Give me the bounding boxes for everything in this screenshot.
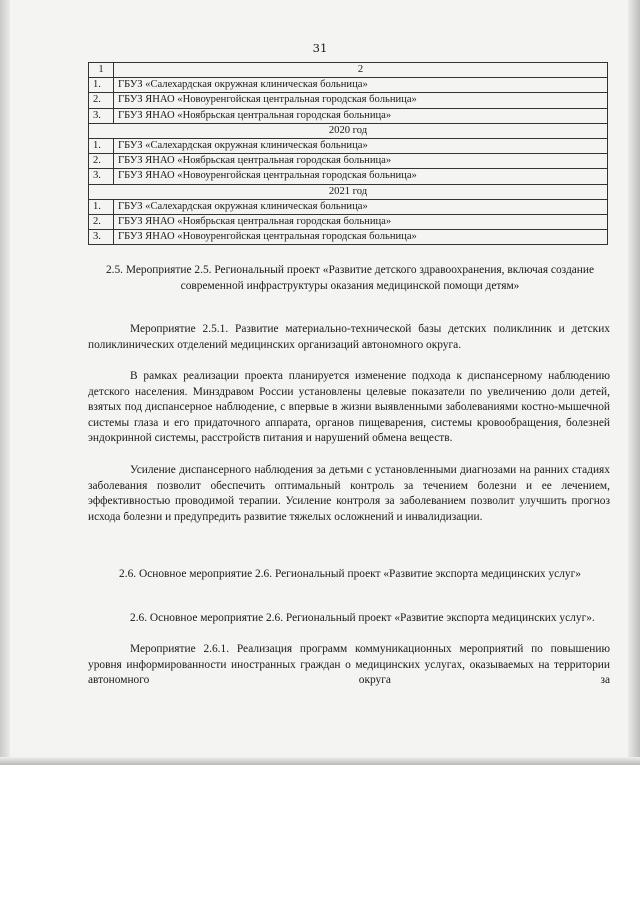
- section-2-6-paragraph-2: Мероприятие 2.6.1. Реализация программ коммуникационных мероприятий по повышению уровня информированности иностранных граждан о медицинских услугах, оказываемых на территории автономного округа за: [88, 643, 610, 687]
- year-heading-2020: 2020 год: [89, 123, 608, 138]
- row-number: 2.: [89, 215, 114, 230]
- table-row: [89, 78, 608, 93]
- row-hospital-name: ГБУЗ «Салехардская окружная клиническая больница»: [114, 78, 608, 93]
- table-row: [89, 139, 608, 154]
- year-row: [89, 184, 608, 199]
- table-row: [89, 108, 608, 123]
- page-number: 31: [312, 41, 328, 55]
- scan-edge-right: [628, 0, 640, 765]
- table-header-row: [89, 63, 608, 78]
- table-row: [89, 215, 608, 230]
- hospital-ranking-table: [88, 62, 608, 245]
- section-2-6-paragraph-1: 2.6. Основное мероприятие 2.6. Региональный проект «Развитие экспорта медицинских услуг».: [130, 612, 595, 624]
- section-2-5-paragraph-2: В рамках реализации проекта планируется изменение подхода к диспансерному наблюдению детского населения. Минздравом России установлены целевые показатели по увеличению доли детей, взятых под диспансерное наблюдение, с впервые в жизни выявленными заболеваниями костно-мышечной системы глаза и его придаточного аппарата, органов пищеварения, системы кровообращения, болезней эндокринной системы, расстройств питания и нарушений обмена веществ.: [88, 370, 610, 445]
- year-heading-2021: 2021 год: [89, 184, 608, 199]
- row-number: 1.: [89, 78, 114, 93]
- table-row: [89, 169, 608, 184]
- row-number: 3.: [89, 108, 114, 123]
- row-number: 3.: [89, 230, 114, 245]
- row-hospital-name: ГБУЗ ЯНАО «Ноябрьская центральная городская больница»: [114, 215, 608, 230]
- row-number: 2.: [89, 154, 114, 169]
- row-number: 3.: [89, 169, 114, 184]
- row-hospital-name: ГБУЗ ЯНАО «Новоуренгойская центральная городская больница»: [114, 169, 608, 184]
- table-row: [89, 199, 608, 214]
- row-number: 1.: [89, 139, 114, 154]
- header-cell-name: 2: [114, 63, 608, 78]
- year-row: [89, 123, 608, 138]
- scan-edge-bottom: [0, 757, 640, 765]
- row-hospital-name: ГБУЗ «Салехардская окружная клиническая больница»: [114, 199, 608, 214]
- table-row: [89, 230, 608, 245]
- row-hospital-name: ГБУЗ ЯНАО «Новоуренгойская центральная городская больница»: [114, 230, 608, 245]
- section-2-5-paragraph-3: Усиление диспансерного наблюдения за детьми с установленными диагнозами на ранних стадиях заболевания позволит обеспечить оптимальный контроль за течением болезни и ее лечением, эффективностью проводимой терапии. Усиление контроля за заболеванием позволит улучшить прогноз исхода болезни и предупредить развитие тяжелых осложнений и инвалидизации.: [88, 464, 610, 523]
- row-hospital-name: ГБУЗ «Салехардская окружная клиническая больница»: [114, 139, 608, 154]
- table-body: [89, 63, 608, 245]
- header-cell-number: 1: [89, 63, 114, 78]
- table-row: [89, 93, 608, 108]
- scan-edge-left: [0, 0, 10, 765]
- table-row: [89, 154, 608, 169]
- row-hospital-name: ГБУЗ ЯНАО «Ноябрьская центральная городская больница»: [114, 154, 608, 169]
- section-2-6-title: 2.6. Основное мероприятие 2.6. Региональный проект «Развитие экспорта медицинских услуг»: [119, 568, 581, 580]
- row-hospital-name: ГБУЗ ЯНАО «Новоуренгойская центральная городская больница»: [114, 93, 608, 108]
- section-2-5-paragraph-1: Мероприятие 2.5.1. Развитие материально-технической базы детских поликлиник и детских поликлинических отделений медицинских организаций автономного округа.: [88, 323, 610, 351]
- row-number: 2.: [89, 93, 114, 108]
- row-number: 1.: [89, 199, 114, 214]
- row-hospital-name: ГБУЗ ЯНАО «Ноябрьская центральная городская больница»: [114, 108, 608, 123]
- section-2-5-title: 2.5. Мероприятие 2.5. Региональный проект «Развитие детского здравоохранения, включая создание современной инфраструктуры оказания медицинской помощи детям»: [105, 264, 595, 292]
